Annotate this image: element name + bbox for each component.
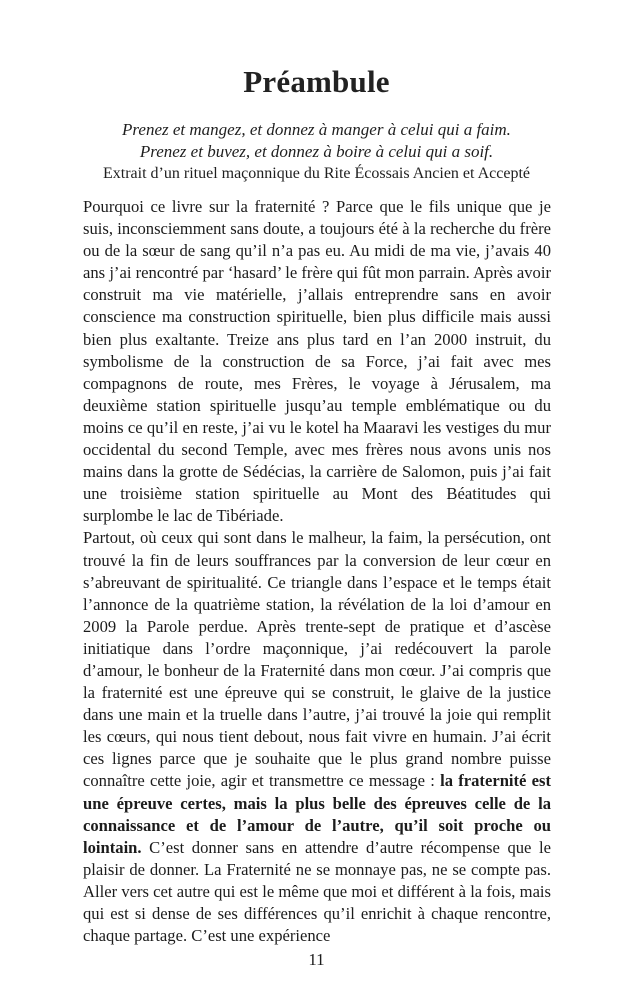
epigraph-line-1: Prenez et mangez, et donnez à manger à celui qui a faim. xyxy=(122,120,511,139)
paragraph-1 xyxy=(83,196,551,527)
page-number: 11 xyxy=(308,950,325,969)
epigraph-attribution: Extrait d’un rituel maçonnique du Rite Écossais Ancien et Accepté xyxy=(103,165,530,182)
body-text xyxy=(83,196,551,947)
paragraph-2 xyxy=(83,527,551,947)
paragraph-2-text-regular-start: Partout, où ceux qui sont dans le malheur, la faim, la persécution, ont trouvé la fin de leurs souffrances par la conversion de leur cœur en s’abreuvant de spiritualité. Ce triangle dans l’espace et le temps était l’annonce de la quatrième station, la révélation de la loi d’amour en 2009 la Parole perdue. Après trente-sept de pratique et d’ascèse initiatique dans l’ordre maçonnique, j’ai redécouvert la parole d’amour, le bonheur de la Fraternité dans mon cœur. J’ai compris que la fraternité est une épreuve qui se construit, le glaive de la justice dans une main et la truelle dans l’autre, j’ai trouvé la joie qui remplit les cœurs, qui nous tient debout, nous fait vivre en humain. J’ai écrit ces lignes parce que je souhaite que le plus grand nombre puisse connaître cette joie, agir et transmettre ce message : xyxy=(83,528,551,791)
epigraph-line-2: Prenez et buvez, et donnez à boire à celui qui a soif. xyxy=(139,142,494,161)
paragraph-2-text-regular-end: C’est donner sans en attendre d’autre récompense que le plaisir de donner. La Fraternité ne se monnaye pas, ne se compte pas. Aller vers cet autre qui est le même que moi et différent à la fois, mais qui est si dense de ses différences qu’il enrichit à chaque rencontre, chaque partage. C’est une expérience xyxy=(83,837,551,946)
paragraph-2-text-bold-message: la fraternité est une épreuve certes, mais la plus belle des épreuves celle de la connaissance et de l’amour de l’autre, qu’il soit proche ou lointain. xyxy=(83,771,551,857)
paragraph-1-text: Pourquoi ce livre sur la fraternité ? Parce que le fils unique que je suis, inconsciemment sans doute, a toujours été à la recherche du frère ou de la sœur de sang qu’il n’a pas eu. Au midi de ma vie, j’avais 40 ans j’ai rencontré par ‘hasard’ le frère qui fût mon parrain. Après avoir construit ma vie matérielle, j’allais entreprendre sans en avoir conscience ma construction spirituelle, bien plus difficile mais aussi bien plus exaltante. Treize ans plus tard en l’an 2000 instruit, du symbolisme de la construction de sa Force, j’ai fait avec mes compagnons de route, mes Frères, le voyage à Jérusalem, ma deuxième station spirituelle jusqu’au temple emblématique ou du moins ce qu’il en reste, j’ai vu le kotel ha Maaravi les vestiges du mur occidental du second Temple, avec mes frères nous avons unis nos mains dans la grotte de Sédécias, la carrière de Salomon, puis j’ai fait une troisième station spirituelle au Mont des Béatitudes qui surplombe le lac de Tibériade. xyxy=(83,197,551,526)
chapter-title: Préambule xyxy=(243,64,390,99)
epigraph xyxy=(0,119,633,185)
